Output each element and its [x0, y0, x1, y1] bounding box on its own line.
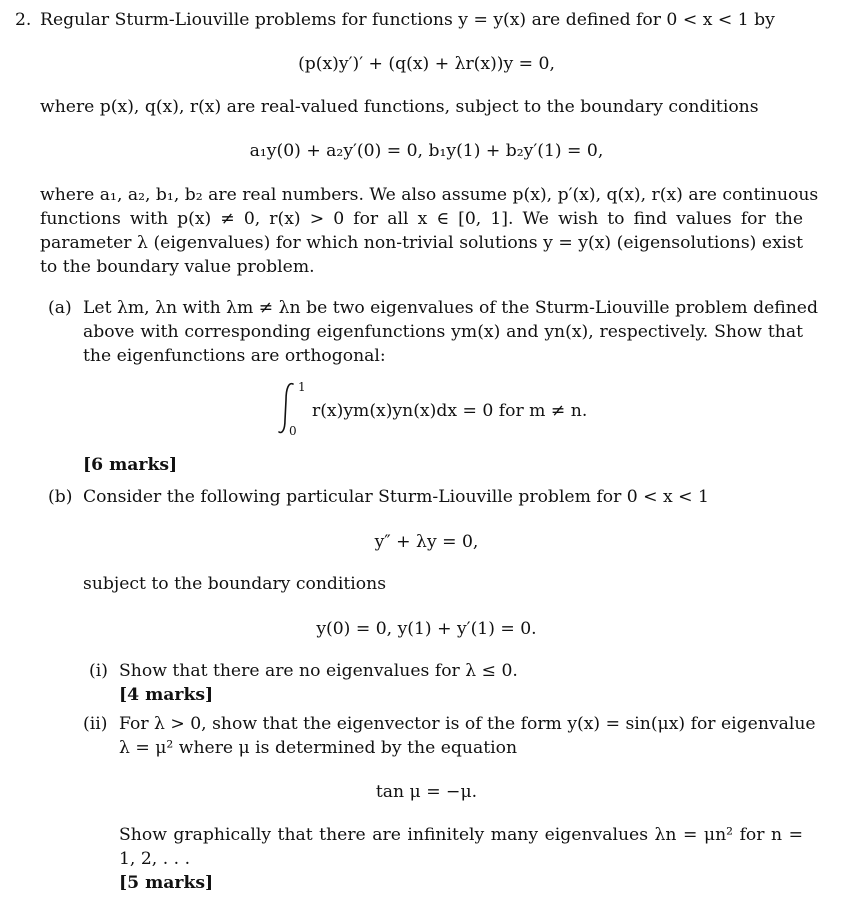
part-i-text: Show that there are no eigenvalues for λ ≤ 0. — [119, 661, 518, 681]
part-ii-show-line-1: Show graphically that there are infinitely many eigenvalues λn = μn² for n = — [119, 825, 803, 845]
part-ii-label: (ii) — [83, 714, 108, 734]
general-boundary-conditions: a₁y(0) + a₂y′(0) = 0, b₁y(1) + b₂y′(1) = 0, — [249, 141, 604, 161]
assumption-line-4: to the boundary value problem. — [40, 257, 315, 277]
part-b-boundary-conditions: y(0) = 0, y(1) + y′(1) = 0. — [316, 619, 537, 639]
part-b-intro: Consider the following particular Sturm-Liouville problem for 0 < x < 1 — [83, 487, 709, 507]
assumption-line-2: functions with p(x) ≠ 0, r(x) > 0 for all x ∈ [0, 1]. We wish to find values for the — [40, 209, 803, 229]
part-ii-marks: [5 marks] — [119, 873, 214, 893]
part-a-line-2: above with corresponding eigenfunctions ym(x) and yn(x), respectively. Show that — [83, 322, 803, 342]
part-b-equation: y″ + λy = 0, — [374, 532, 479, 552]
part-ii-line-2: λ = μ² where μ is determined by the equation — [119, 738, 518, 758]
part-a-line-3: the eigenfunctions are orthogonal: — [83, 346, 386, 366]
part-a-label: (a) — [48, 298, 72, 318]
orthogonality-integral: r(x)ym(x)yn(x)dx = 0 for m ≠ n. — [312, 401, 588, 421]
part-ii-show-line-2: 1, 2, . . . — [119, 849, 191, 869]
part-a-line-1: Let λm, λn with λm ≠ λn be two eigenvalues of the Sturm-Liouville problem defined — [83, 298, 818, 318]
question-intro: Regular Sturm-Liouville problems for functions y = y(x) are defined for 0 < x < 1 by — [40, 10, 775, 30]
where-line: where p(x), q(x), r(x) are real-valued functions, subject to the boundary conditions — [40, 97, 759, 117]
part-b-label: (b) — [48, 487, 73, 507]
sturm-liouville-equation: (p(x)y′)′ + (q(x) + λr(x))y = 0, — [298, 54, 555, 74]
assumption-line-1: where a₁, a₂, b₁, b₂ are real numbers. We also assume p(x), p′(x), q(x), r(x) are continuous — [40, 185, 819, 205]
part-b-subject: subject to the boundary conditions — [83, 574, 387, 594]
part-i-marks: [4 marks] — [119, 685, 214, 705]
part-i-label: (i) — [89, 661, 108, 681]
integral-upper-limit: 1 — [298, 380, 306, 394]
part-ii-line-1: For λ > 0, show that the eigenvector is of the form y(x) = sin(μx) for eigenvalue — [119, 714, 816, 734]
assumption-line-3: parameter λ (eigenvalues) for which non-trivial solutions y = y(x) (eigensolutions) exist — [40, 233, 803, 253]
question-number: 2. — [15, 10, 32, 30]
tan-equation: tan μ = −μ. — [375, 782, 478, 802]
part-a-marks: [6 marks] — [83, 455, 178, 475]
integral-lower-limit: 0 — [289, 424, 297, 438]
